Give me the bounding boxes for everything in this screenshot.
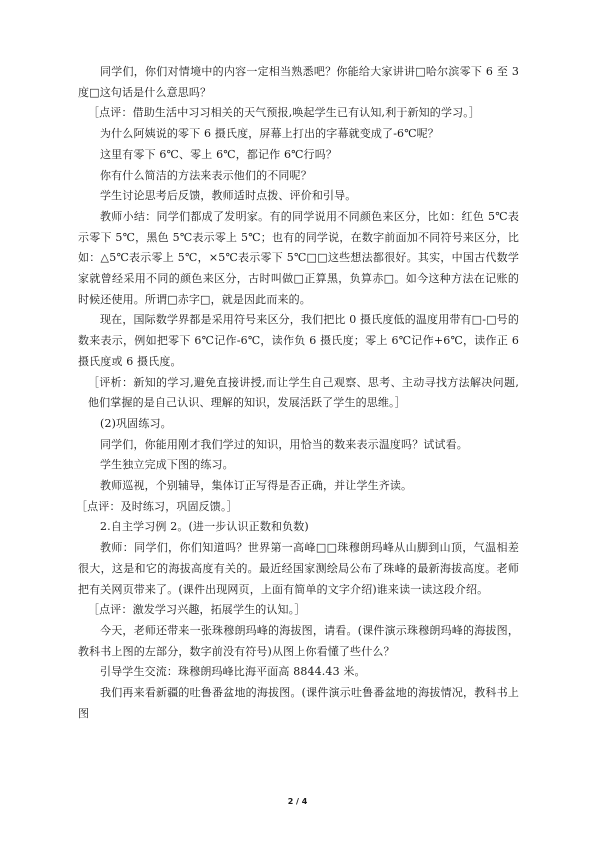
paragraph-simple-method: 你有什么简洁的方法来表示他们的不同呢？ [100, 168, 312, 182]
section-consolidation-heading: (2)巩固练习。 [100, 416, 172, 430]
paragraph-plus-minus-question: 这里有零下 6℃、零上 6℃，都记作 6℃行吗？ [100, 147, 337, 161]
paragraph-international-notation: 现在，国际数学界都是采用符号来区分，我们把比 0 摄氏度低的温度用带有□-□号的数来表示，例如把零下 6℃记作-6℃，读作负 6 摄氏度；零上 6℃记作+6℃，读作正 6 摄氏度或 6 摄氏度。 [78, 313, 519, 368]
paragraph-turpan-basin: 我们再来看新疆的吐鲁番盆地的海拔图。(课件演示吐鲁番盆地的海拔情况，教科书上图 [78, 686, 519, 720]
paragraph-practice-prompt: 同学们，你能用刚才我们学过的知识，用恰当的数来表示温度吗？试试看。 [100, 437, 468, 451]
comment-new-knowledge: ［评析：新知的学习,避免直接讲授,而让学生自己观察、思考、主动寻找方法解决问题,他们掌握的是自己认识、理解的知识，发展活跃了学生的思维。］ [88, 375, 519, 410]
page-body [78, 62, 519, 725]
comment-timely-practice: ［点评：及时练习，巩固反馈。］ [76, 499, 238, 513]
paragraph-teacher-patrol: 教师巡视，个别辅导，集体订正写得是否正确，并让学生齐读。 [100, 479, 413, 493]
paragraph-everest-intro: 教师：同学们，你们知道吗？世界第一高峰□□珠穆朗玛峰从山脚到山顶，气温相差很大，这是和它的海拔高度有关的。最近经国家测绘局公布了珠峰的最新海拔高度。老师把有关网页带来了。(课件出现网页，上面有简单的文字介绍)谁来读一读这段介绍。 [78, 541, 519, 596]
paragraph-intro-question: 同学们，你们对情境中的内容一定相当熟悉吧？你能给大家讲讲□哈尔滨零下 6 至 3 度□这句话是什么意思吗？ [78, 65, 519, 99]
paragraph-discussion: 学生讨论思考后反馈，教师适时点拨、评价和引导。 [100, 189, 357, 203]
page-number: 2 / 4 [287, 797, 308, 806]
comment-interest: ［点评：激发学习兴趣，拓展学生的认知。］ [88, 603, 306, 617]
section-example-2-heading: 2.自主学习例 2。(进一步认识正数和负数) [100, 520, 309, 534]
paragraph-independent-work: 学生独立完成下图的练习。 [100, 458, 234, 472]
paragraph-teacher-summary: 教师小结：同学们都成了发明家。有的同学说用不同颜色来区分，比如：红色 5℃表示零下 5℃，黑色 5℃表示零上 5℃；也有的同学说，在数字前面加不同符号来区分，比如：△5℃表示零上 5℃，×5℃表示零下 5℃□□这些想法都很好。其实，中国古代数学家就曾经采用不同的颜色来区分，古时叫做□正算黑，负算赤□。如今这种方法在记账的时候还使用。所谓□赤字□，就是因此而来的。 [78, 209, 519, 306]
paragraph-everest-height: 引导学生交流：珠穆朗玛峰比海平面高 8844.43 米。 [100, 665, 366, 679]
paragraph-elevation-map: 今天，老师还带来一张珠穆朗玛峰的海拔图，请看。(课件演示珠穆朗玛峰的海拔图，教科书上图的左部分，数字前没有符号)从图上你看懂了些什么？ [78, 623, 519, 658]
comment-weather-forecast: ［点评：借助生活中习习相关的天气预报,唤起学生已有认知,利于新知的学习。］ [88, 106, 481, 120]
paragraph-minus-six: 为什么阿姨说的零下 6 摄氏度，屏幕上打出的字幕就变成了-6℃呢？ [100, 127, 439, 141]
